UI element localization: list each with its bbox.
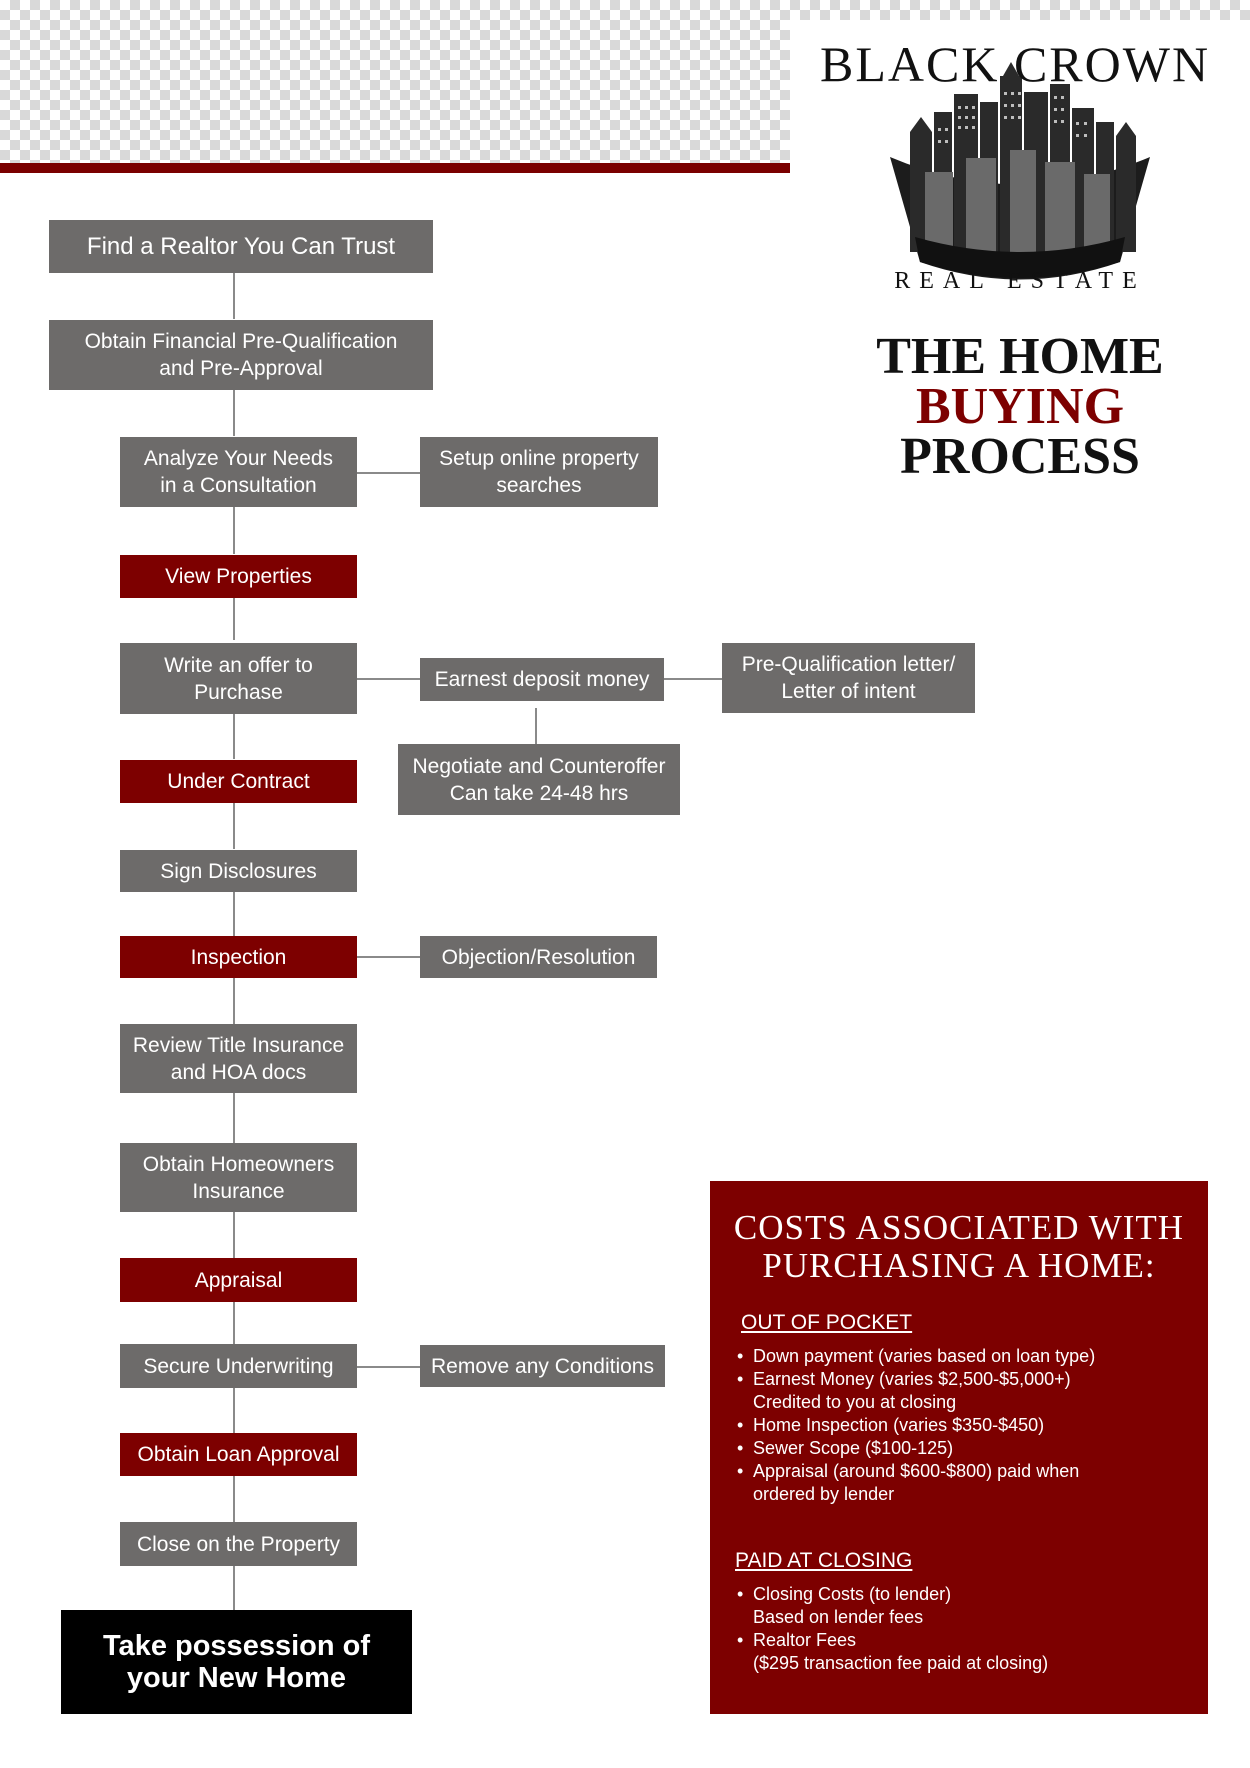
connector-line — [233, 714, 235, 759]
paid-at-closing-heading: PAID AT CLOSING — [735, 1549, 913, 1572]
step-label-line: and HOA docs — [170, 1060, 307, 1084]
step-label-line: Obtain Homeowners — [142, 1152, 335, 1176]
cost-item-text: Home Inspection (varies $350-$450) — [753, 1415, 1045, 1435]
connector-line — [664, 678, 722, 680]
step-prequalification — [49, 320, 433, 390]
connector-line — [233, 390, 235, 436]
cost-item — [737, 1414, 1044, 1437]
connector-line — [233, 1212, 235, 1258]
step-label-line: Letter of intent — [781, 680, 916, 703]
step-label: Objection/Resolution — [441, 945, 636, 969]
step-label: Obtain Loan Approval — [137, 1443, 340, 1466]
bullet-icon: • — [737, 1584, 744, 1604]
step-close-property — [120, 1522, 357, 1566]
cost-item — [737, 1460, 1079, 1506]
step-analyze-needs — [120, 437, 357, 507]
connector-line — [233, 598, 235, 640]
step-label: Remove any Conditions — [431, 1354, 654, 1378]
cost-item — [737, 1368, 1071, 1414]
connector-line — [357, 1366, 420, 1368]
cost-item-text: Appraisal (around $600-$800) paid when — [753, 1461, 1080, 1481]
crown-skyline-logo — [870, 62, 1170, 280]
step-label-line: Analyze Your Needs — [143, 447, 334, 470]
cost-item-text: Realtor Fees — [753, 1630, 857, 1650]
connector-line — [233, 507, 235, 554]
bullet-icon: • — [737, 1438, 744, 1458]
step-inspection — [120, 936, 357, 978]
step-write-offer — [120, 643, 357, 714]
step-label-line: Take possession of — [103, 1630, 370, 1662]
step-earnest-deposit — [420, 658, 664, 701]
step-sign-disclosures — [120, 850, 357, 892]
brand-subtitle: REAL ESTATE — [894, 268, 1146, 294]
cost-item — [737, 1583, 951, 1629]
bullet-icon: • — [737, 1415, 744, 1435]
step-label: Appraisal — [194, 1268, 283, 1292]
step-label-line: Setup online property — [439, 447, 639, 470]
step-label: Find a Realtor You Can Trust — [86, 233, 396, 260]
step-homeowners-insurance — [120, 1143, 357, 1212]
step-label-line: your New Home — [126, 1662, 347, 1694]
step-secure-underwriting — [120, 1344, 357, 1388]
step-negotiate — [398, 744, 680, 815]
connector-line — [233, 273, 235, 319]
bullet-icon: • — [737, 1369, 744, 1389]
step-label-line: Pre-Qualification letter/ — [741, 653, 956, 676]
costs-title-line: PURCHASING A HOME: — [762, 1246, 1156, 1285]
bullet-icon: • — [737, 1461, 744, 1481]
bullet-icon: • — [737, 1630, 744, 1650]
step-take-possession — [61, 1610, 412, 1714]
connector-line — [233, 978, 235, 1024]
cost-item-subtext: Credited to you at closing — [753, 1392, 957, 1412]
step-prequal-letter — [722, 643, 975, 713]
cost-item-text: Sewer Scope ($100-125) — [753, 1438, 954, 1458]
step-label: Earnest deposit money — [434, 668, 650, 691]
cost-item-text: Down payment (varies based on loan type) — [753, 1346, 1096, 1366]
step-review-title — [120, 1024, 357, 1093]
connector-line — [535, 708, 537, 744]
cost-item — [737, 1345, 1095, 1368]
cost-item-text: Earnest Money (varies $2,500-$5,000+) — [753, 1369, 1071, 1389]
step-label-line: Negotiate and Counteroffer — [412, 754, 666, 778]
step-label: Sign Disclosures — [160, 859, 317, 883]
step-remove-conditions — [420, 1345, 665, 1387]
connector-line — [233, 1302, 235, 1344]
costs-title-line: COSTS ASSOCIATED WITH — [733, 1208, 1185, 1247]
step-label-line: and Pre-Approval — [159, 357, 323, 380]
step-label-line: in a Consultation — [160, 474, 317, 497]
cost-item-subtext: ($295 transaction fee paid at closing) — [753, 1653, 1049, 1673]
connector-line — [357, 472, 420, 474]
step-label: Under Contract — [167, 770, 310, 793]
connector-line — [233, 1566, 235, 1610]
cost-item-text: Closing Costs (to lender) — [753, 1584, 952, 1604]
bullet-icon: • — [737, 1346, 744, 1366]
step-find-realtor — [49, 220, 433, 273]
step-loan-approval — [120, 1433, 357, 1476]
step-label: Inspection — [190, 945, 287, 969]
title-line-3: PROCESS — [900, 428, 1140, 485]
step-appraisal — [120, 1258, 357, 1302]
cost-item-subtext: ordered by lender — [753, 1484, 895, 1504]
step-label-line: Obtain Financial Pre-Qualification — [84, 330, 398, 353]
step-under-contract — [120, 760, 357, 803]
connector-line — [357, 678, 420, 680]
cost-item-subtext: Based on lender fees — [753, 1607, 924, 1627]
connector-line — [233, 1093, 235, 1143]
title-line-1: THE HOME — [876, 328, 1164, 385]
connector-line — [233, 892, 235, 936]
step-label: Close on the Property — [136, 1532, 341, 1556]
step-setup-searches — [420, 437, 658, 507]
title-line-2: BUYING — [915, 378, 1125, 435]
connector-line — [233, 1476, 235, 1522]
costs-panel — [710, 1181, 1208, 1714]
cost-item — [737, 1629, 1048, 1675]
cost-item — [737, 1437, 953, 1460]
costs-title — [710, 1209, 1208, 1285]
connector-line — [357, 956, 420, 958]
step-label-line: Write an offer to — [164, 653, 313, 677]
step-label-line: Review Title Insurance — [132, 1033, 345, 1057]
connector-line — [233, 803, 235, 849]
connector-line — [233, 1388, 235, 1433]
step-label-line: Can take 24-48 hrs — [449, 781, 629, 805]
step-label: View Properties — [165, 565, 312, 588]
out-of-pocket-heading: OUT OF POCKET — [741, 1311, 913, 1334]
step-objection-resolution — [420, 936, 657, 978]
step-label-line: Insurance — [192, 1179, 285, 1203]
step-label: Secure Underwriting — [143, 1354, 334, 1378]
step-label-line: Purchase — [194, 680, 283, 704]
step-label-line: searches — [496, 474, 582, 497]
step-view-properties — [120, 555, 357, 598]
brand-name: BLACK CROWN — [820, 36, 1211, 92]
